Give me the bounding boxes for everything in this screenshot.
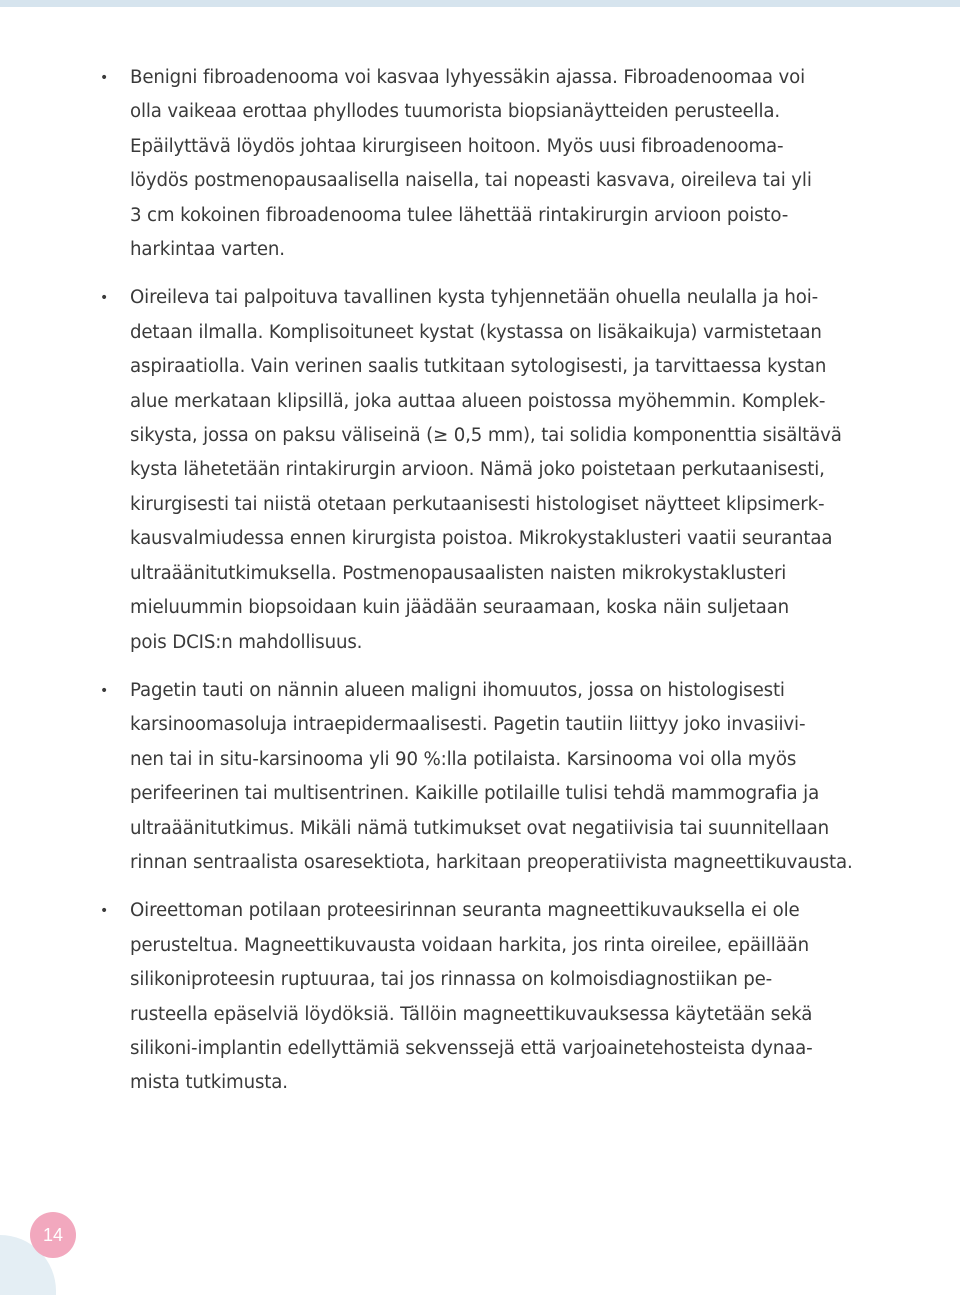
text-line: rusteella epäselviä löydöksiä. Tällöin magneettikuvauksessa käytetään sekä <box>130 1003 813 1025</box>
text-line: aspiraatiolla. Vain verinen saalis tutkitaan sytologisesti, ja tarvittaessa kystan <box>130 356 827 378</box>
text-line: kysta lähetetään rintakirurgin arvioon. Nämä joko poistetaan perkutaanisesti, <box>130 459 825 481</box>
bullet-item-paget <box>100 674 853 880</box>
text-line: Oireettoman potilaan proteesirinnan seuranta magneettikuvauksella ei ole <box>130 900 800 922</box>
page-number-badge <box>30 1212 76 1258</box>
bullet-item-implant <box>100 894 840 1100</box>
text-line: silikoniproteesin ruptuuraa, tai jos rinnassa on kolmoisdiagnostiikan pe- <box>130 969 773 991</box>
bullet-marker: • <box>100 903 109 920</box>
text-line: karsinoomasoluja intraepidermaalisesti. Pagetin tautiin liittyy joko invasiivi- <box>130 714 806 736</box>
bullet-marker: • <box>100 290 109 307</box>
bullet-marker: • <box>100 682 109 699</box>
text-line: pois DCIS:n mahdollisuus. <box>130 631 363 653</box>
bullet-marker: • <box>100 70 109 86</box>
text-line: Benigni fibroadenooma voi kasvaa lyhyessäkin ajassa. Fibroadenoomaa voi <box>130 67 806 88</box>
top-accent-stripe <box>0 0 960 7</box>
text-line: Pagetin tauti on nännin alueen maligni ihomuutos, jossa on histologisesti <box>130 679 785 701</box>
text-line: silikoni-implantin edellyttämiä sekvenssejä että varjoainetehosteista dynaa- <box>130 1037 813 1059</box>
text-line: mieluummin biopsoidaan kuin jäädään seuraamaan, koska näin suljetaan <box>130 597 790 619</box>
bullet-item-cyst <box>100 281 840 659</box>
text-line: rinnan sentraalista osaresektiota, harkitaan preoperatiivista magneettikuvausta. <box>130 851 853 873</box>
text-line: 3 cm kokoinen fibroadenooma tulee lähettää rintakirurgin arvioon poisto- <box>130 204 789 226</box>
text-line: kausvalmiudessa ennen kirurgista poistoa. Mikrokystaklusteri vaatii seurantaa <box>130 528 833 550</box>
text-line: detaan ilmalla. Komplisoituneet kystat (kystassa on lisäkaikuja) varmistetaan <box>130 321 822 343</box>
text-line: kirurgisesti tai niistä otetaan perkutaanisesti histologiset näytteet klipsimerk- <box>130 493 825 515</box>
text-line: löydös postmenopausaalisella naisella, tai nopeasti kasvava, oireileva tai yli <box>130 170 812 192</box>
text-line: alue merkataan klipsillä, joka auttaa alueen poistossa myöhemmin. Komplek- <box>130 390 826 412</box>
text-line: Oireileva tai palpoituva tavallinen kysta tyhjennetään ohuella neulalla ja hoi- <box>130 287 819 309</box>
text-line: olla vaikeaa erottaa phyllodes tuumorista biopsianäytteiden perusteella. <box>130 101 781 123</box>
bullet-item-fibroadenoma <box>100 61 840 267</box>
text-line: mista tutkimusta. <box>130 1072 288 1094</box>
text-line: Epäilyttävä löydös johtaa kirurgiseen hoitoon. Myös uusi fibroadenooma- <box>130 135 784 157</box>
text-line: perifeerinen tai multisentrinen. Kaikille potilaille tulisi tehdä mammografia ja <box>130 783 820 805</box>
text-line: nen tai in situ-karsinooma yli 90 %:lla potilaista. Karsinooma voi olla myös <box>130 748 797 770</box>
text-line: sikysta, jossa on paksu väliseinä (≥ 0,5 mm), tai solidia komponenttia sisältävä <box>130 425 842 447</box>
bullet-list <box>100 61 853 1115</box>
text-line: ultraäänitutkimus. Mikäli nämä tutkimukset ovat negatiivisia tai suunnitellaan <box>130 817 830 839</box>
text-line: ultraäänitutkimuksella. Postmenopausaalisten naisten mikrokystaklusteri <box>130 562 787 584</box>
text-line: perusteltua. Magneettikuvausta voidaan harkita, jos rinta oireilee, epäillään <box>130 934 810 956</box>
text-line: harkintaa varten. <box>130 239 285 261</box>
page-number: 14 <box>42 1225 64 1245</box>
